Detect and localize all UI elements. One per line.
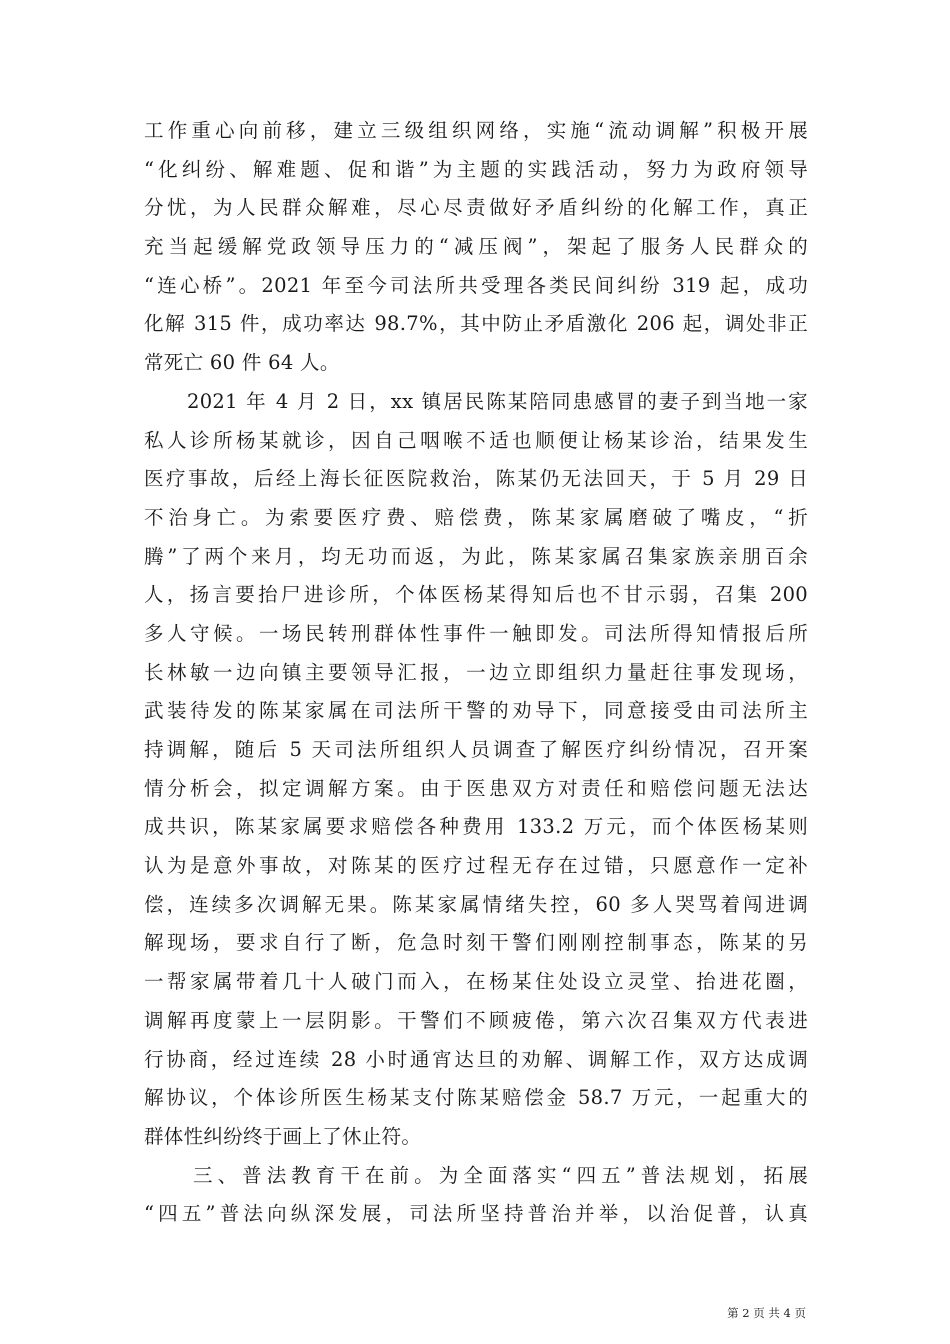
text-line: 工作重心向前移，建立三级组织网络，实施“流动调解”积极开展: [144, 119, 808, 142]
text-line: 调解再度蒙上一层阴影。干警们不顾疲倦，第六次召集双方代表进: [144, 1008, 808, 1032]
page-number: 第 2 页 共 4 页: [727, 1306, 806, 1320]
text-line: “连心桥”。2021 年至今司法所共受理各类民间纠纷 319 起，成功: [144, 273, 808, 297]
body-text: [144, 112, 808, 1234]
text-line: 成共识，陈某家属要求赔偿各种费用 133.2 万元，而个体医杨某则: [144, 815, 808, 839]
text-line: 长林敏一边向镇主要领导汇报，一边立即组织力量赶往事发现场，: [144, 660, 808, 684]
text-line: 多人守候。一场民转刑群体性事件一触即发。司法所得知情报后所: [144, 621, 808, 645]
text-line: 充当起缓解党政领导压力的“减压阀”，架起了服务人民群众的: [144, 235, 808, 259]
text-line: 私人诊所杨某就诊，因自己咽喉不适也顺便让杨某诊治，结果发生: [144, 428, 808, 452]
text-line: 人，扬言要抬尸进诊所，个体医杨某得知后也不甘示弱，召集 200: [144, 583, 808, 607]
text-line: 解现场，要求自行了断，危急时刻干警们刚刚控制事态，陈某的另: [144, 931, 808, 955]
text-line: 不治身亡。为索要医疗费、赔偿费，陈某家属磨破了嘴皮，“折: [144, 505, 808, 529]
text-line: 群体性纠纷终于画上了休止符。: [144, 1124, 422, 1148]
text-line: 2021 年 4 月 2 日，xx 镇居民陈某陪同患感冒的妻子到当地一家: [187, 389, 808, 413]
text-line: 医疗事故，后经上海长征医院救治，陈某仍无法回天，于 5 月 29 日: [144, 467, 808, 491]
text-line: 持调解，随后 5 天司法所组织人员调查了解医疗纠纷情况，召开案: [144, 738, 808, 761]
text-line: 一帮家属带着几十人破门而入，在杨某住处设立灵堂、抬进花圈，: [144, 970, 808, 994]
text-line: 认为是意外事故，对陈某的医疗过程无存在过错，只愿意作一定补: [144, 854, 808, 878]
text-line: 偿，连续多次调解无果。陈某家属情绪失控，60 多人哭骂着闯进调: [144, 892, 808, 916]
text-line: 武装待发的陈某家属在司法所干警的劝导下，同意接受由司法所主: [144, 699, 808, 723]
text-line: 行协商，经过连续 28 小时通宵达旦的劝解、调解工作，双方达成调: [144, 1047, 808, 1071]
text-line: 化解 315 件，成功率达 98.7%，其中防止矛盾激化 206 起，调处非正: [144, 312, 808, 336]
text-line: 分忧，为人民群众解难，尽心尽责做好矛盾纠纷的化解工作，真正: [144, 196, 808, 220]
text-line: “化纠纷、解难题、促和谐”为主题的实践活动，努力为政府领导: [144, 157, 808, 181]
text-line: 情分析会，拟定调解方案。由于医患双方对责任和赔偿问题无法达: [144, 776, 808, 800]
section-heading-line: 三、普法教育干在前。为全面落实“四五”普法规划，拓展: [193, 1163, 808, 1187]
text-line: 腾”了两个来月，均无功而返，为此，陈某家属召集家族亲朋百余: [144, 544, 808, 568]
text-line: “四五”普法向纵深发展，司法所坚持普治并举，以治促普，认真: [144, 1202, 808, 1226]
text-line: 常死亡 60 件 64 人。: [144, 351, 340, 375]
text-line: 解协议，个体诊所医生杨某支付陈某赔偿金 58.7 万元，一起重大的: [144, 1086, 808, 1110]
